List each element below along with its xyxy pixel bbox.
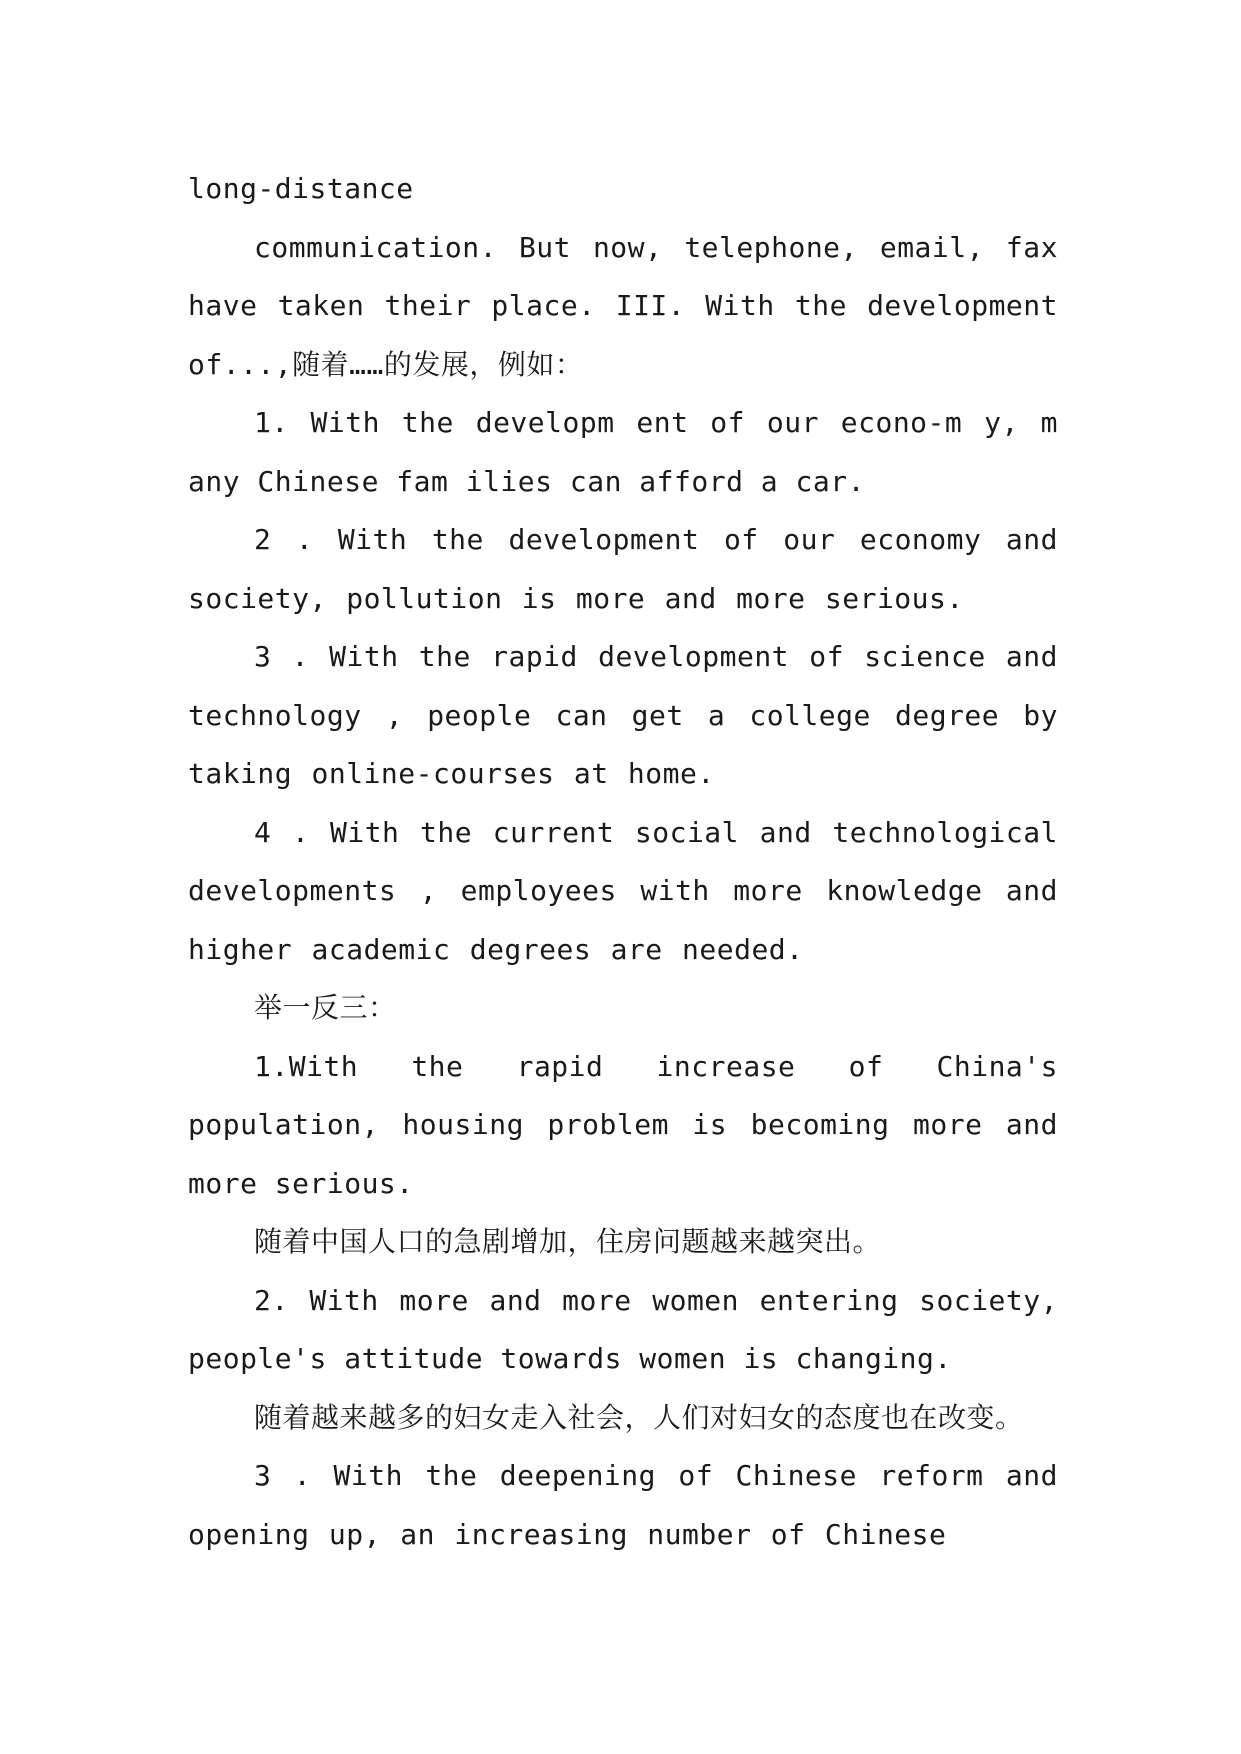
paragraph-example-2: 2 . With the development of our economy and society, pollution is more and more serious. [188,523,1058,615]
paragraph-long-distance: long-distance [188,172,414,205]
paragraph-communication: communication. But now, telephone, email, fax have taken their place. III. With the development of...,随着……的发展，例如： [188,230,1058,381]
paragraph-practice-1: 1.With the rapid increase of China's population, housing problem is becoming more and more serious. [188,1049,1058,1200]
paragraph-practice-1-translation: 随着中国人口的急剧增加，住房问题越来越突出。 [254,1225,882,1258]
paragraph-example-1: 1. With the developm ent of our econo-m y, m any Chinese fam ilies can afford a car. [188,406,1058,498]
paragraph-example-4: 4 . With the current social and technological developments , employees with more knowledge and higher academic degrees are needed. [188,815,1058,966]
paragraph-practice-2: 2. With more and more women entering society, people's attitude towards women is changing. [188,1283,1058,1375]
paragraph-practice-2-translation: 随着越来越多的妇女走入社会，人们对妇女的态度也在改变。 [254,1400,1024,1434]
paragraph-practice-3: 3 . With the deepening of Chinese reform and opening up, an increasing number of Chinese [188,1459,1058,1551]
document-body [188,160,1058,1564]
section-heading-practice: 举一反三： [254,991,397,1024]
paragraph-example-3: 3 . With the rapid development of science and technology , people can get a college degree by taking online-courses at home. [188,640,1058,790]
